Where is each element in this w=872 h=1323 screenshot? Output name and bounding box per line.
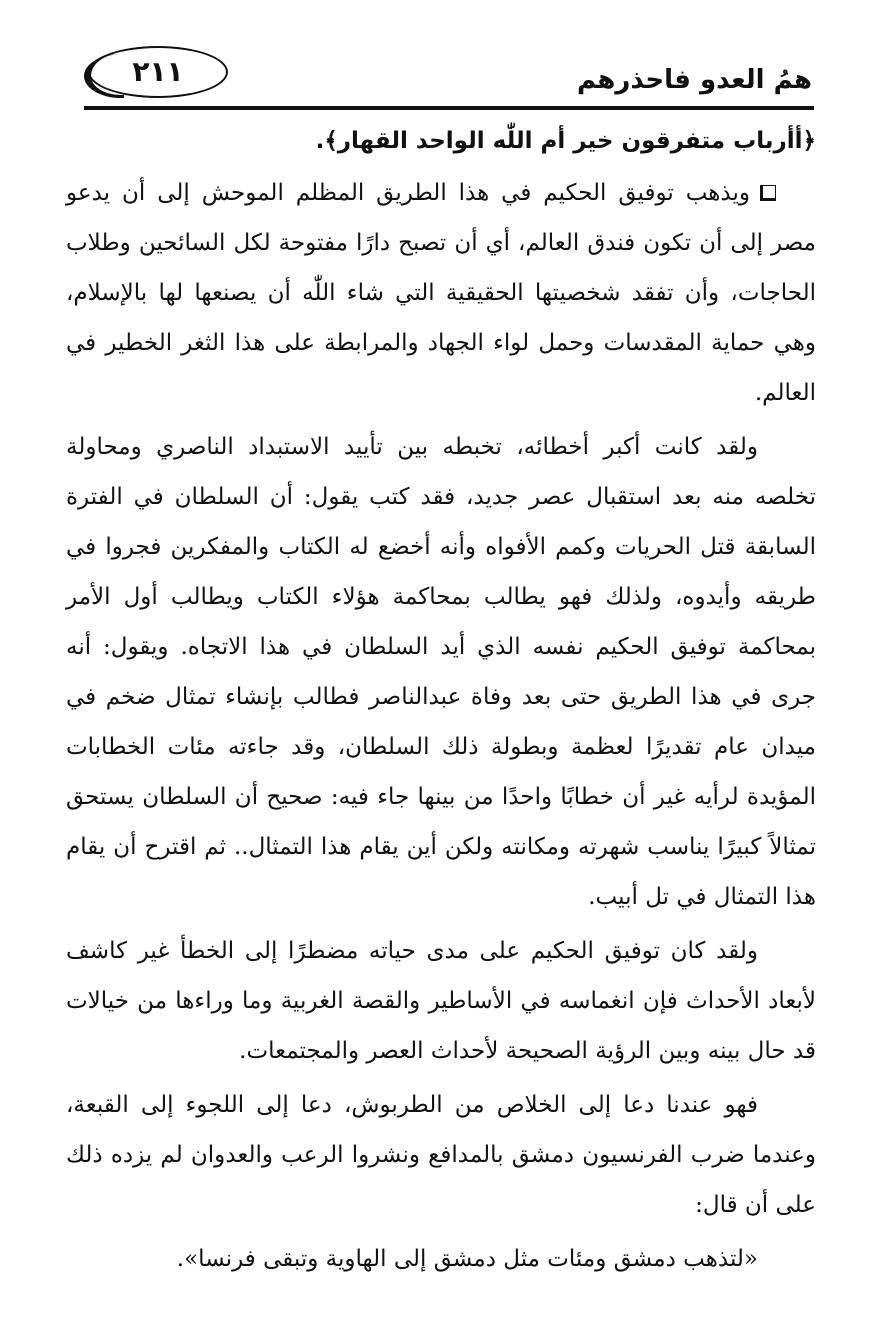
quranic-verse: ﴿أأرباب متفرقون خير أم اللّٰه الواحد القهار﴾.: [315, 128, 816, 154]
page-number: ٢١١: [132, 55, 184, 88]
page-body: [66, 116, 816, 1288]
page-header: [70, 38, 812, 110]
running-title: همُ العدو فاحذرهم: [577, 65, 812, 95]
header-rule: [84, 106, 814, 110]
block-quote: «لتذهب دمشق ومئات مثل دمشق إلى الهاوية وتبقى فرنسا».: [176, 1246, 758, 1272]
square-bullet-icon: [760, 185, 776, 201]
paragraph: [66, 168, 816, 418]
paragraph: ولقد كانت أكبر أخطائه، تخبطه بين تأييد الاستبداد الناصري ومحاولة تخلصه منه بعد استقبال عصر جديد، فقد كتب يقول: أن السلطان في الفترة السابقة قتل الحريات وكمم الأفواه وأنه أخضع له الكتاب والمفكرين فجروا في طريقه وأيدوه، ولذلك فهو يطالب بمحاكمة هؤلاء الكتاب ويطالب أول الأمر بمحاكمة توفيق الحكيم نفسه الذي أيد السلطان في هذا الاتجاه. ويقول: أنه جرى في هذا الطريق حتى بعد وفاة عبدالناصر فطالب بإنشاء تمثال ضخم في ميدان عام تقديرًا لعظمة وبطولة ذلك السلطان، وقد جاءته مئات الخطابات المؤيدة لرأيه غير أن خطابًا واحدًا من بينها جاء فيه: صحيح أن السلطان يستحق تمثالاً كبيرًا يناسب شهرته ومكانته ولكن أين يقام هذا التمثال.. ثم اقترح أن يقام هذا التمثال في تل أبيب.: [66, 434, 816, 910]
paragraph: فهو عندنا دعا إلى الخلاص من الطربوش، دعا إلى اللجوء إلى القبعة، وعندما ضرب الفرنسيون دمشق بالمدافع ونشروا الرعب والعدوان لم يزده ذلك على أن قال:: [66, 1092, 816, 1218]
paragraph: ولقد كان توفيق الحكيم على مدى حياته مضطرًا إلى الخطأ غير كاشف لأبعاد الأحداث فإن انغماسه في الأساطير والقصة الغربية وما وراءها من خيالات قد حال بينه وبين الرؤية الصحيحة لأحداث العصر والمجتمعات.: [66, 938, 816, 1064]
page-number-frame: [88, 46, 228, 98]
paragraph-text: ويذهب توفيق الحكيم في هذا الطريق المظلم الموحش إلى أن يدعو مصر إلى أن تكون فندق العالم، أي أن تصبح دارًا مفتوحة لكل السائحين وطلاب الحاجات، وأن تفقد شخصيتها الحقيقية التي شاء اللّٰه أن يصنعها لها بالإسلام، وهي حماية المقدسات وحمل لواء الجهاد والمرابطة على هذا الثغر الخطير في العالم.: [66, 180, 816, 406]
